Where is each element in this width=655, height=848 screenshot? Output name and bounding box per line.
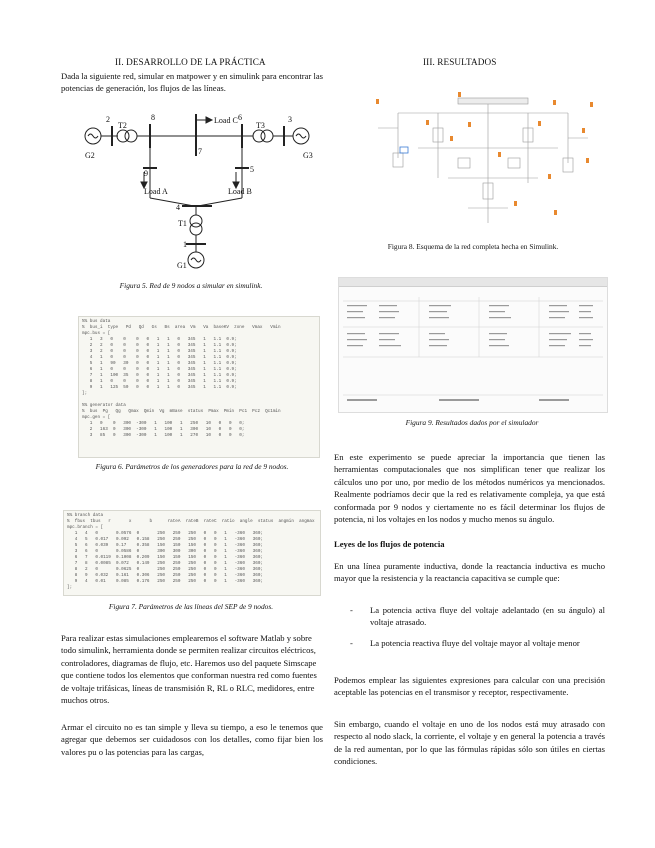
t1-label: T1 <box>178 219 187 228</box>
results-window-titlebar <box>339 278 607 287</box>
g2-label: G2 <box>85 151 95 160</box>
code-line: 1 4 0 0.0576 0 250 250 250 0 0 1 -360 360; <box>67 531 263 536</box>
law-bullet-reactive-power: - La potencia reactiva fluye del voltaje mayor al voltaje menor <box>334 637 605 649</box>
intro-paragraph: Dada la siguiente red, simular en matpower y en simulink para encontrar las potencias de generación, los flujos de las líneas. <box>61 71 323 94</box>
code-line: %% bus data <box>82 319 111 324</box>
code-line: 3 2 0 0 0 0 1 1 0 345 1 1.1 0.9; <box>82 349 237 354</box>
code-line: 2 163 0 300 -300 1 100 1 300 10 0 0 0; <box>82 427 245 432</box>
code-line: 4 5 0.017 0.092 0.158 250 250 250 0 0 1 -360 360; <box>67 537 263 542</box>
figure-6-caption: Figura 6. Parámetros de los generadores para la red de 9 nodos. <box>95 462 289 471</box>
code-line: % bus Pg Qg Qmax Qmin Vg mBase status Pmax Pmin Pc1 Pc2 Qc1min <box>82 409 281 414</box>
code-line: mpc.branch = [ <box>67 525 104 530</box>
bus-9-label: 9 <box>144 169 148 178</box>
load-c-label: Load C <box>214 116 238 125</box>
code-line: 9 1 125 50 0 0 1 1 0 345 1 1.1 0.9; <box>82 385 237 390</box>
power-flow-laws-heading: Leyes de los flujos de potencia <box>334 539 445 549</box>
figure-6-code-lines <box>79 317 319 441</box>
right-paragraph-3: Podemos emplear las siguientes expresiones para calcular con una precisión aceptable las potencias en el transmisor y receptor, respectivamente. <box>334 675 605 698</box>
code-line: % bus_i type Pd Qd Gs Bs area Vm Va baseKV zone Vmax Vmin <box>82 325 281 330</box>
g3-label: G3 <box>303 151 313 160</box>
code-line: 6 1 0 0 0 0 1 1 0 345 1 1.1 0.9; <box>82 367 237 372</box>
bus-8-label: 8 <box>151 113 155 122</box>
power-flow-laws-list <box>334 604 605 657</box>
code-line: 8 2 0 0.0625 0 250 250 250 0 0 1 -360 360; <box>67 567 263 572</box>
t3-label: T3 <box>256 121 265 130</box>
code-line: 7 8 0.0085 0.072 0.149 250 250 250 0 0 1 -360 360; <box>67 561 263 566</box>
figure-9-caption: Figura 9. Resultados dados por el simulador <box>405 418 539 427</box>
left-paragraph-1: Para realizar estas simulaciones emplearemos el software Matlab y sobre todo simulink, herramienta donde se permiten realizar circuitos eléctricos, controladores, diagramas de flujo, etc. Haremos uso del paquete Simscape que contiene todos los elementos que conforman nuestra red como fuentes de voltaje trifásicas, líneas de transmisión R, RL o RLC, medidores, entre muchos otros. <box>61 633 317 706</box>
code-line: mpc.gen = [ <box>82 415 111 420</box>
figure-7-caption: Figura 7. Parámetros de las líneas del SEP de 9 nodos. <box>108 602 274 611</box>
code-line: 8 9 0.032 0.161 0.306 250 250 250 0 0 1 -360 360; <box>67 573 263 578</box>
bus-2-label: 2 <box>106 115 110 124</box>
bus-7-label: 7 <box>198 147 202 156</box>
code-line: mpc.bus = [ <box>82 331 111 336</box>
figure-8-caption: Figura 8. Esquema de la red completa hecha en Simulink. <box>387 242 559 251</box>
bus-6-label: 6 <box>238 113 242 122</box>
code-line: 5 1 90 30 0 0 1 1 0 345 1 1.1 0.9; <box>82 361 237 366</box>
bus-4-label: 4 <box>176 203 180 212</box>
figure-8-simulink-schematic <box>338 88 608 238</box>
code-line: 6 7 0.0119 0.1008 0.209 150 150 150 0 0 1 -360 360; <box>67 555 263 560</box>
code-line: 1 0 0 300 -300 1 100 1 250 10 0 0 0; <box>82 421 245 426</box>
bus-3-label: 3 <box>288 115 292 124</box>
code-line: 1 3 0 0 0 0 1 1 0 345 1 1.1 0.9; <box>82 337 237 342</box>
figure-5-caption: Figura 5. Red de 9 nodos a simular en simulink. <box>119 281 263 290</box>
code-line: 9 4 0.01 0.085 0.176 250 250 250 0 0 1 -360 360; <box>67 579 263 584</box>
code-line: 2 2 0 0 0 0 1 1 0 345 1 1.1 0.9; <box>82 343 237 348</box>
code-line: 3 85 0 300 -300 1 100 1 270 10 0 0 0; <box>82 433 245 438</box>
load-b-label: Load B <box>228 187 252 196</box>
section-title-resultados: III. RESULTADOS <box>423 57 497 67</box>
code-line: 3 6 0 0.0586 0 300 300 300 0 0 1 -360 360; <box>67 549 263 554</box>
right-paragraph-1: En este experimento se puede apreciar la importancia que tienen las herramientas computacionales que nos simplifican tener que realizar los cálculos uno por uno, por medio de los métodos numéricos ya mencionados. Realmente podríamos decir que la red es relativamente compleja, ya que está conformada por 9 nodos y ciertamente no es fácil determinar los flujos de potencia, ni los voltajes en los nodos y mucho menos su ángulo. <box>334 452 605 525</box>
figure-7-code-lines <box>64 511 320 593</box>
bus-1-label: 1 <box>183 240 187 249</box>
nine-bus-network-diagram <box>78 106 338 278</box>
bus-5-label: 5 <box>250 165 254 174</box>
section-title-desarrollo: II. DESARROLLO DE LA PRÁCTICA <box>115 57 266 67</box>
left-paragraph-2: Armar el circuito no es tan simple y lleva su tiempo, a eso le tenemos que agregar que debemos ser cuidadosos con los detalles, como fijar bien los valores pu o las potencias para las cargas, <box>61 722 323 757</box>
t2-label: T2 <box>118 121 127 130</box>
figure-6-matpower-code <box>78 316 320 458</box>
code-line: ]; <box>67 585 73 590</box>
code-line: %% branch data <box>67 513 104 518</box>
figure-7-matpower-code <box>63 510 321 596</box>
results-table-graphic <box>339 287 607 411</box>
figure-9-results-window <box>338 277 608 413</box>
right-paragraph-4: Sin embargo, cuando el voltaje en uno de los nodos está muy atrasado con respecto al nodo slack, la corriente, el voltaje y en general la potencia a través de la red aumentan, por lo que las fórmulas rápidas sólo son útiles en ciertas condiciones. <box>334 719 605 767</box>
code-line: ]; <box>82 391 88 396</box>
right-paragraph-2: En una línea puramente inductiva, donde la reactancia inductiva es mucho mayor que la resistencia y la reactancia capacitiva se cumple que: <box>334 561 605 584</box>
code-line: 7 1 100 35 0 0 1 1 0 345 1 1.1 0.9; <box>82 373 237 378</box>
code-line: 5 6 0.039 0.17 0.358 150 150 150 0 0 1 -360 360; <box>67 543 263 548</box>
code-line: 4 1 0 0 0 0 1 1 0 345 1 1.1 0.9; <box>82 355 237 360</box>
code-line: 8 1 0 0 0 0 1 1 0 345 1 1.1 0.9; <box>82 379 237 384</box>
code-line: %% generator data <box>82 403 126 408</box>
g1-label: G1 <box>177 261 187 270</box>
load-a-label: Load A <box>144 187 168 196</box>
law-bullet-active-power: - La potencia activa fluye del voltaje adelantado (en su ángulo) al voltaje atrasado. <box>334 604 605 629</box>
code-line: % fbus tbus r x b rateA rateB rateC ratio angle status angmin angmax <box>67 519 315 524</box>
